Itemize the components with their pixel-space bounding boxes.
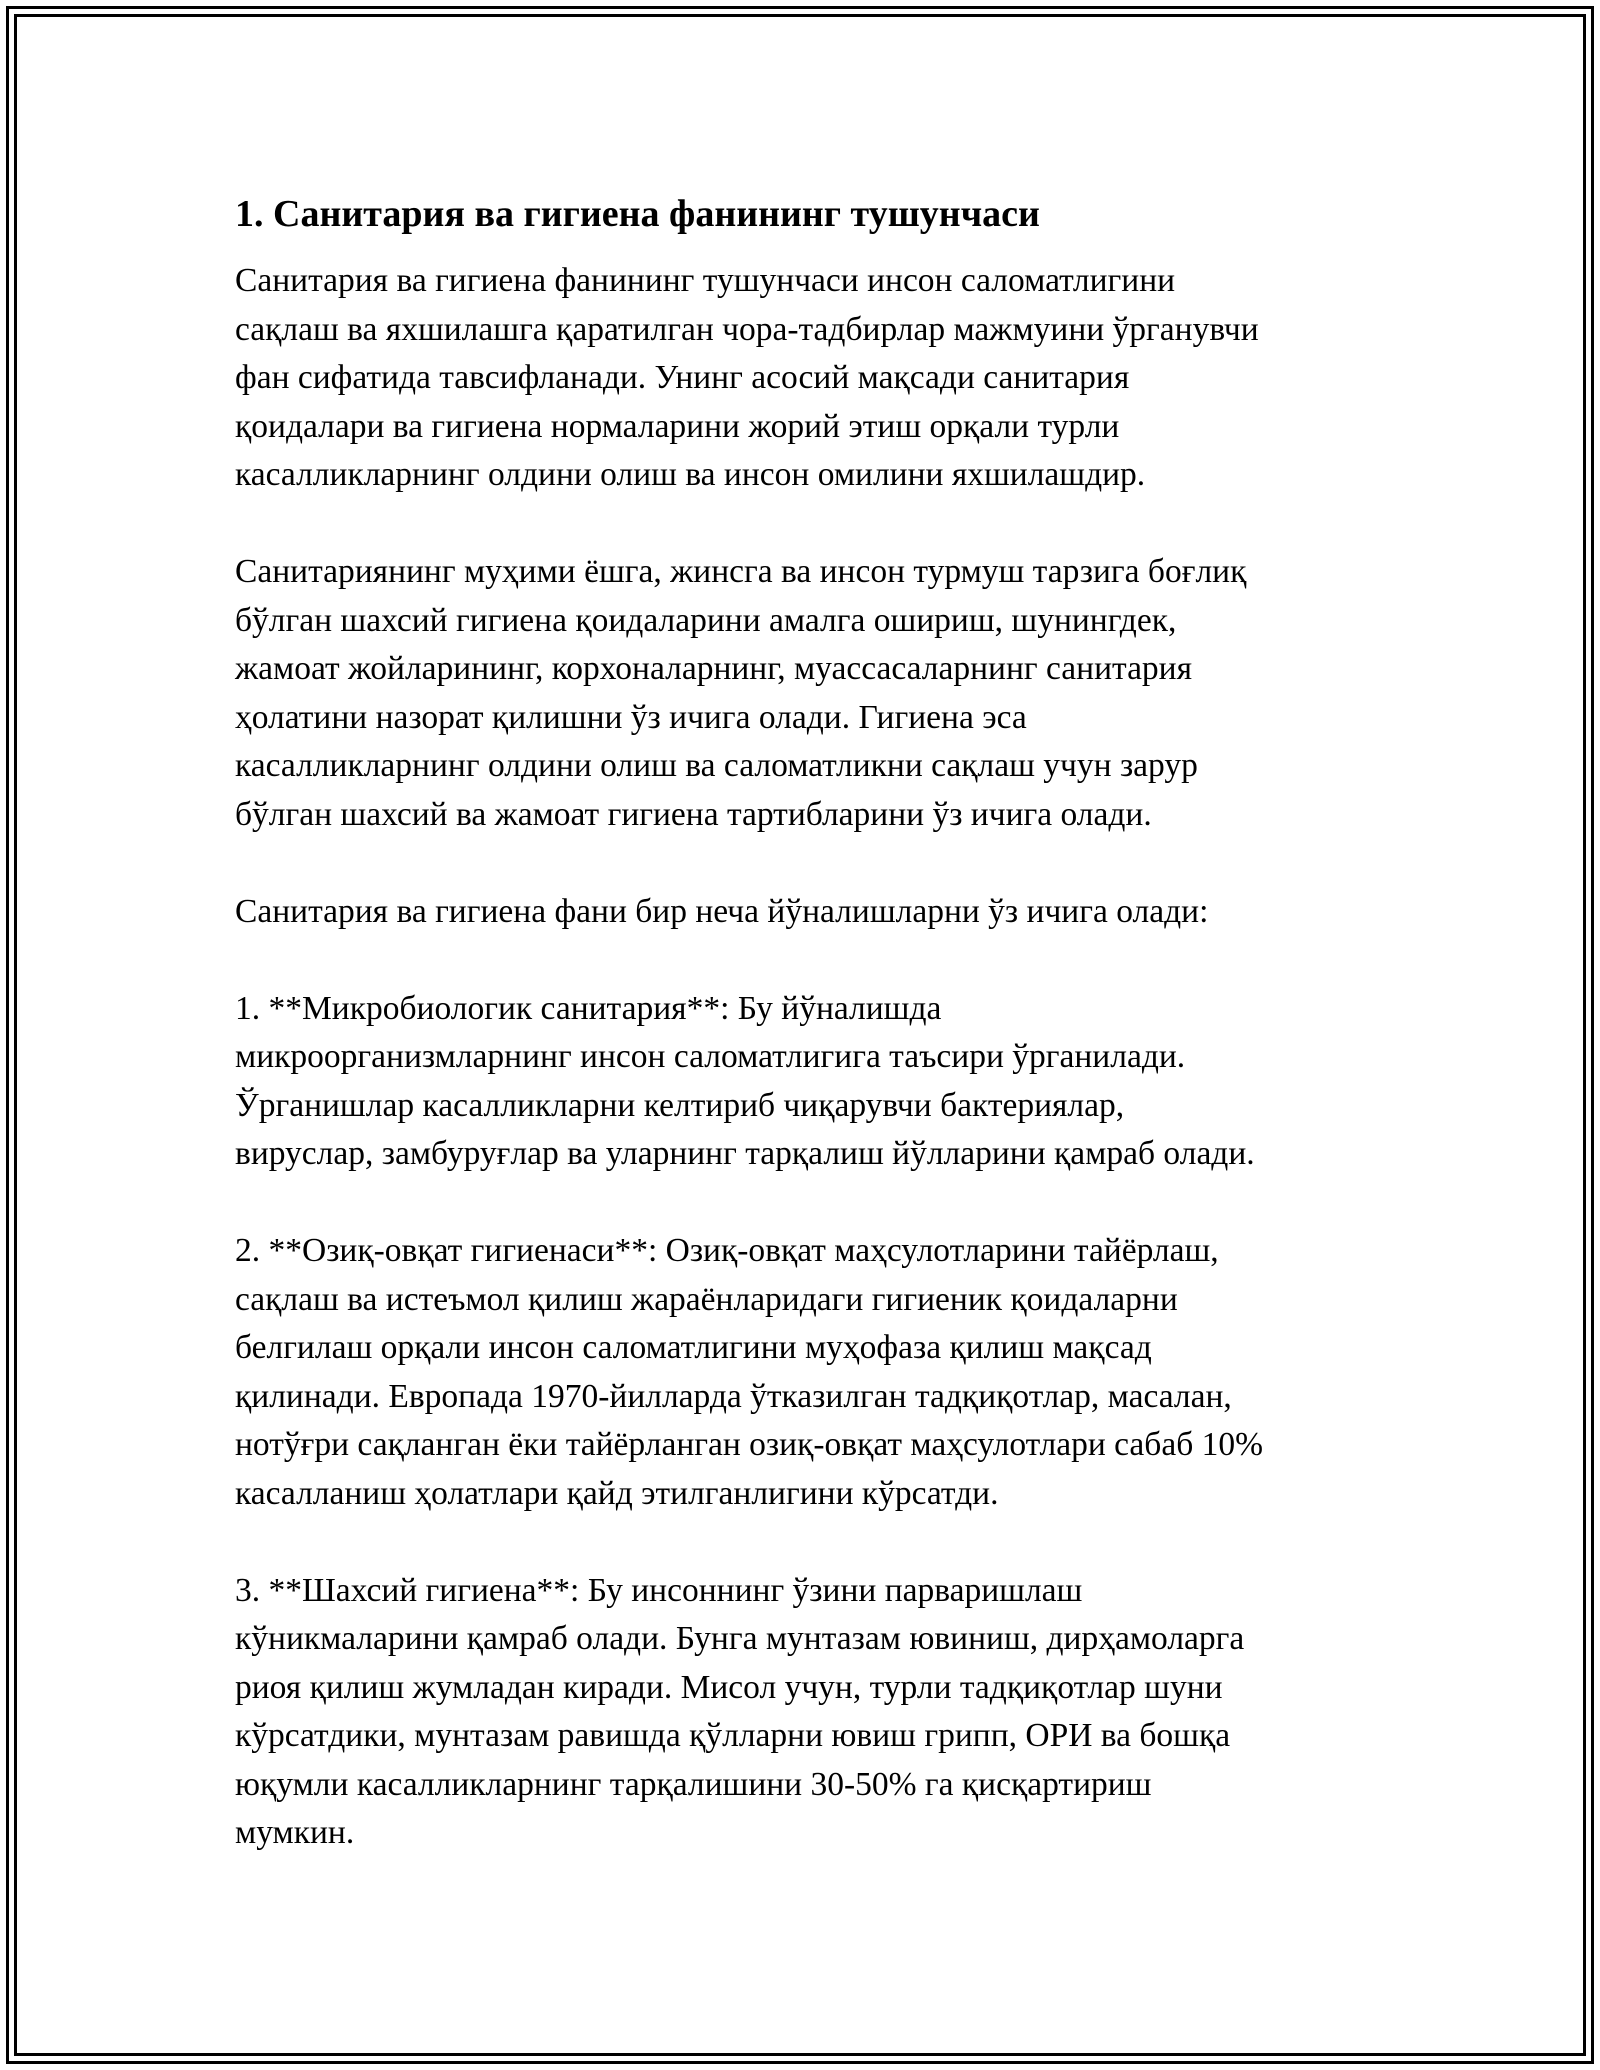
document-body — [235, 188, 1375, 1906]
paragraph-directions-lead: Санитария ва гигиена фани бир неча йўналишларни ўз ичига олади: — [235, 892, 1209, 930]
list-item-personal-hygiene: 3. **Шахсий гигиена**: Бу инсоннинг ўзини парваришлаш кўникмаларини қамраб олади. Бунга мунтазам ювиниш, дирҳамоларга риоя қилиш жумладан киради. Мисол учун, турли тадқиқотлар шуни кўрсатдики, мунтазам равишда қўлларни ювиш грипп, ОРИ ва бошқа юқумли касалликларнинг тарқалишини 30-50% га қисқартириш мумкин. — [235, 1571, 1245, 1851]
paragraph-sanitation-scope: Санитариянинг муҳими ёшга, жинсга ва инсон турмуш тарзига боғлиқ бўлган шахсий гигиена қоидаларини амалга ошириш, шунингдек, жамоат жойларининг, корхоналарнинг, муассасаларнинг санитария ҳолатини назорат қилишни ўз ичига олади. Гигиена эса касалликларнинг олдини олиш ва саломатликни сақлаш учун зарур бўлган шахсий ва жамоат гигиена тартибларини ўз ичига олади. — [235, 553, 1247, 833]
paragraph-intro: Санитария ва гигиена фанининг тушунчаси инсон саломатлигини сақлаш ва яхшилашга қаратилган чора-тадбирлар мажмуини ўрганувчи фан сифатида тавсифланади. Унинг асосий мақсади санитария қоидалари ва гигиена нормаларини жорий этиш орқали турли касалликларнинг олдини олиш ва инсон омилини яхшилашдир. — [235, 262, 1259, 493]
list-item-microbiological: 1. **Микробиологик санитария**: Бу йўналишда микроорганизмларнинг инсон саломатлигига таъсири ўрганилади. Ўрганишлар касалликларни келтириб чиқарувчи бактериялар, вируслар, замбуруғлар ва уларнинг тарқалиш йўлларини қамраб олади. — [235, 989, 1255, 1172]
section-heading: 1. Санитария ва гигиена фанининг тушунчаси — [235, 193, 1040, 235]
list-item-food-hygiene: 2. **Озиқ-овқат гигиенаси**: Озиқ-овқат маҳсулотларини тайёрлаш, сақлаш ва истеъмол қилиш жараёнларидаги гигиеник қоидаларни белгилаш орқали инсон саломатлигини муҳофаза қилиш мақсад қилинади. Европада 1970-йилларда ўтказилган тадқиқотлар, масалан, нотўғри сақланган ёки тайёрланган озиқ-овқат маҳсулотлари сабаб 10% касалланиш ҳолатлари қайд этилганлигини кўрсатди. — [235, 1232, 1264, 1512]
